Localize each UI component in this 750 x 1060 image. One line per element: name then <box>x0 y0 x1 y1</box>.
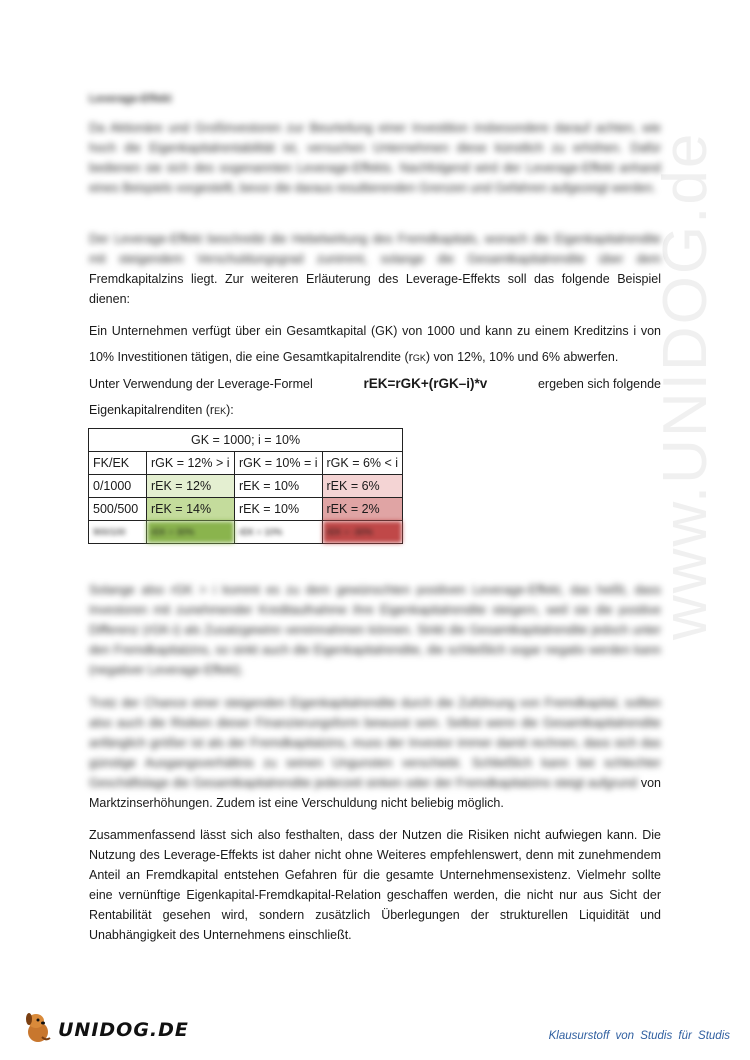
table-cell: 0/1000 <box>89 475 147 498</box>
risk-visible-text: von Marktzinserhöhungen. Zudem ist eine Verschuldung nicht beliebig möglich. <box>89 776 661 810</box>
risk-paragraph <box>89 693 661 813</box>
table-title-row <box>89 429 403 452</box>
table-cell: rEK = 10% <box>235 521 323 544</box>
definition-paragraph <box>89 229 661 309</box>
risk-blurred-text: Trotz der Chance einer steigenden Eigenkapitalrendite durch die Zuführung von Fremdkapital, sollten also auch die Risiken dieser Finanzierungsform bewusst sein. Selbst wenn die Gesamtkapitalrendite anfänglich größer ist als der Fremdkapitalzins, muss der Investor immer damit rechnen, dass sich das günstige Ausgangsverhältnis zu seinen Ungunsten verschiebt. Schließlich kann bei schlechter Geschäftslage die Gesamtkapitalrendite jederzeit sinken oder der Fremdkapitalzins steigt aufgrund <box>89 696 661 790</box>
formula-lead: Unter Verwendung der Leverage-Formel <box>89 377 313 391</box>
table-cell: rEK = 12% <box>147 475 235 498</box>
table-header-cell: FK/EK <box>89 452 147 475</box>
conclusion-paragraph: Zusammenfassend lässt sich also festhalten, dass der Nutzen die Risiken nicht aufwiegen kann. Die Nutzung des Leverage-Effekts ist daher nicht ohne Weiteres empfehlenswert, denn mit zunehmendem Anteil an Fremdkapital entstehen Gefahren für die gesamte Unternehmensexistenz. Vielmehr sollte eine vernünftige Eigenkapital-Fremdkapital-Relation geschaffen werden, die nicht nur aus Sicht der Rentabilität gesehen wird, sondern zusätzlich Überlegungen der strukturellen Liquidität und Unabhängigkeit des Unternehmens einschließt. <box>89 828 661 942</box>
formula-trail: ergeben sich folgende <box>537 377 661 391</box>
table-header-cell: rGK = 6% < i <box>322 452 403 475</box>
table-cell: rEK = 2% <box>322 498 403 521</box>
definition-visible-text: Fremdkapitalzins liegt. Zur weiteren Erläuterung des Leverage-Effekts soll das folgende Beispiel dienen: <box>89 272 661 306</box>
formula-line <box>89 371 661 397</box>
leverage-formula: rEK=rGK+(rGK–i)*v <box>363 376 488 391</box>
footer-slogan: Klausurstoff von Studis für Studis <box>548 1030 730 1042</box>
table-header-cell: rGK = 12% > i <box>147 452 235 475</box>
table-row <box>89 498 403 521</box>
blurred-paragraph-1: Solange also rGK > i kommt es zu dem gewünschten positiven Leverage-Effekt, das heißt, dass Investoren mit zunehmender Kreditaufnahme ihre Eigenkapitalrendite steigern, weil sie die positive Differenz (rGK-i) als Zusatzgewinn vereinnahmen können. Sinkt die Gesamtkapitalrendite jedoch unter den Fremdkapitalzins, so sinkt auch die Eigenkapitalrendite, die schließlich sogar negativ werden kann (negativer Leverage-Effekt). <box>89 583 661 677</box>
example-text-3: Eigenkapitalrenditen (r <box>89 403 215 417</box>
example-paragraph <box>89 318 661 424</box>
unidog-logo <box>22 1010 189 1049</box>
section-heading: Leverage-Effekt <box>89 93 172 105</box>
intro-paragraph: Da Aktionäre und Großinvestoren zur Beurteilung einer Investition insbesondere darauf achten, wie hoch die Eigenkapitalrentabilität ist, versuchen Unternehmen diese künstlich zu erhöhen. Dafür bedienen sie sich des sogenannten Leverage-Effekts. Nachfolgend wird der Leverage-Effekt anhand eines Beispiels vorgestellt, bevor die daraus resultierenden Grenzen und Gefahren aufgezeigt werden. <box>89 121 661 195</box>
table-row-blurred <box>89 521 403 544</box>
example-text-3-end: ): <box>226 403 234 417</box>
table-cell: rEK = 10% <box>235 498 323 521</box>
example-sub-1: GK <box>412 353 426 363</box>
table-header-cell: rGK = 10% = i <box>235 452 323 475</box>
table-cell: rEK = -30% <box>322 521 403 544</box>
example-text-1: Ein Unternehmen verfügt über ein Gesamtkapital (GK) von 1000 und kann zu einem Kreditzins i von 10% Investitionen tätigen, die eine Gesamtkapitalrendite (r <box>89 324 661 364</box>
table-cell: rEK = 6% <box>322 475 403 498</box>
table-cell: rEK = 10% <box>235 475 323 498</box>
leverage-table <box>88 428 403 544</box>
table-header-row <box>89 452 403 475</box>
table-title: GK = 1000; i = 10% <box>89 429 403 452</box>
logo-text: UNIDOG.DE <box>58 1018 189 1041</box>
watermark: www.UNIDOG.de <box>651 131 720 640</box>
example-sub-3: EK <box>214 406 227 416</box>
table-cell: rEK = 30% <box>147 521 235 544</box>
table-cell: 900/100 <box>89 521 147 544</box>
table-row <box>89 475 403 498</box>
table-cell: 500/500 <box>89 498 147 521</box>
definition-blurred-text: Der Leverage-Effekt beschreibt die Hebelwirkung des Fremdkapitals, wonach die Eigenkapitalrendite mit steigendem Verschuldungsgrad zunimmt, solange die Gesamtkapitalrendite über dem <box>89 232 661 266</box>
dog-icon <box>22 1010 54 1049</box>
table-cell: rEK = 14% <box>147 498 235 521</box>
example-text-1-end: ) von 12%, 10% und 6% abwerfen. <box>425 350 619 364</box>
